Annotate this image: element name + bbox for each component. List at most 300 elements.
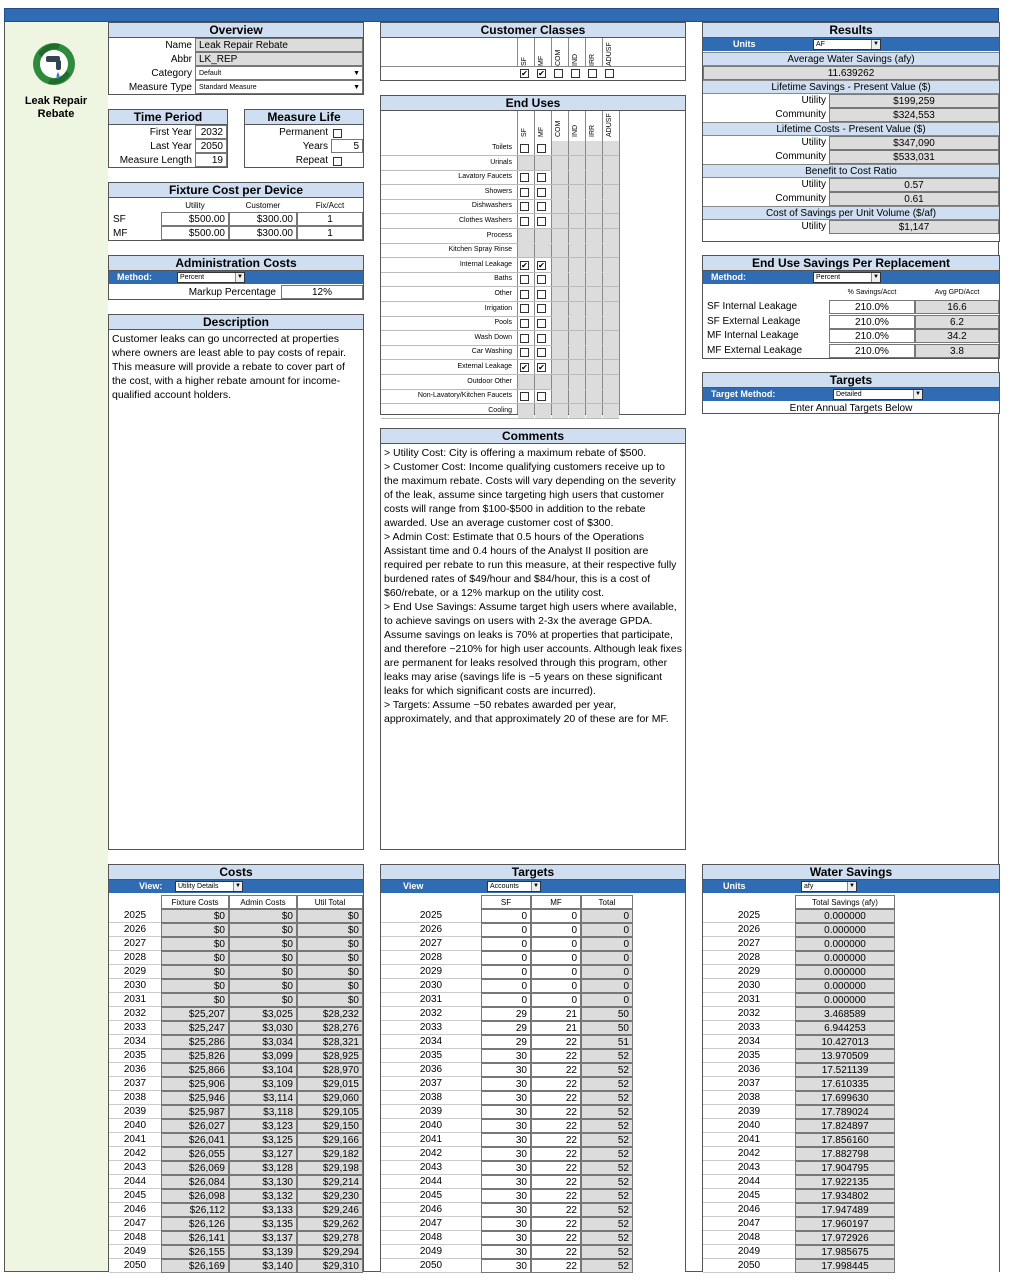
end-use-checkbox[interactable] [537,319,546,328]
results-section-title: Benefit to Cost Ratio [703,164,999,178]
eu-gray-cell [603,316,619,330]
water-cell: 0.000000 [795,923,895,937]
customer-class-checkbox-adusf[interactable] [605,69,614,78]
year-label: 2043 [109,1161,161,1175]
year-label: 2042 [703,1147,795,1161]
water-cell: 17.521139 [795,1063,895,1077]
permanent-checkbox[interactable] [333,129,342,138]
cost-cell: $25,906 [161,1077,229,1091]
end-use-checkbox[interactable] [537,275,546,284]
target-cell[interactable]: 30 [481,1231,531,1245]
eusr-row-label: SF Internal Leakage [707,301,798,312]
target-cell[interactable]: 22 [531,1217,581,1231]
years-label: Years [302,141,328,152]
eu-gray-cell [586,287,602,301]
results-value: $324,553 [829,108,999,122]
results-value: 11.639262 [703,66,999,80]
end-use-checkbox[interactable] [537,217,546,226]
eu-gray-cell [552,287,568,301]
eu-gray-cell [552,389,568,403]
targets-method-panel [702,372,1000,414]
year-label: 2048 [109,1231,161,1245]
target-method-select[interactable] [833,389,923,400]
cost-cell: $29,060 [297,1091,363,1105]
time-period-panel [108,109,228,168]
eu-gray-cell [586,141,602,155]
end-use-checkbox[interactable] [537,202,546,211]
markup-field[interactable]: 12% [281,285,363,299]
fixture-sf-customer[interactable]: $300.00 [229,212,297,226]
eusr-pct-field[interactable]: 210.0% [829,315,915,329]
cc-col-label: MF [538,55,545,66]
eu-col-label: SF [521,128,528,137]
target-cell[interactable]: 30 [481,1091,531,1105]
first-year-field[interactable]: 2032 [195,125,227,139]
end-use-label: Irrigation [484,304,512,312]
end-use-label: Dishwashers [471,202,512,210]
eu-gray-cell [586,345,602,359]
description-panel [108,314,364,850]
target-cell[interactable]: 22 [531,1077,581,1091]
end-use-checkbox[interactable] [520,334,529,343]
eu-gray-cell [569,389,585,403]
year-label: 2037 [109,1077,161,1091]
end-use-label: Non-Lavatory/Kitchen Faucets [417,392,512,400]
results-units-select[interactable] [813,39,881,50]
measure-type-select[interactable] [195,80,363,94]
eu-col-line [619,111,620,414]
cc-col [551,38,568,66]
target-cell: 52 [581,1049,633,1063]
category-select[interactable] [195,66,363,80]
target-cell: 52 [581,1231,633,1245]
end-use-checkbox[interactable] [537,290,546,299]
end-use-checkbox[interactable] [520,392,529,401]
end-uses-panel [380,95,686,415]
target-cell[interactable]: 22 [531,1259,581,1273]
leak-repair-logo-icon [30,40,78,88]
target-cell[interactable]: 22 [531,1133,581,1147]
eu-cb-wrap [520,143,529,154]
cc-col-label: ADUSF [606,42,613,66]
target-cell[interactable]: 0 [481,937,531,951]
target-cell[interactable]: 30 [481,1133,531,1147]
end-use-checkbox[interactable] [537,144,546,153]
eu-gray-cell [552,243,568,257]
eu-gray-cell [586,170,602,184]
eusr-pct-field[interactable]: 210.0% [829,329,915,343]
eu-gray-cell [552,141,568,155]
target-cell[interactable]: 30 [481,1119,531,1133]
target-cell[interactable]: 29 [481,1007,531,1021]
target-cell[interactable]: 22 [531,1105,581,1119]
year-label: 2039 [703,1105,795,1119]
cost-cell: $0 [161,993,229,1007]
target-cell: 52 [581,1119,633,1133]
cost-cell: $0 [229,909,297,923]
target-cell[interactable]: 21 [531,1021,581,1035]
cost-cell: $3,099 [229,1049,297,1063]
cc-cb-wrap [588,68,597,79]
cc-cb-wrap [605,68,614,79]
name-field[interactable]: Leak Repair Rebate [195,38,363,52]
year-label: 2042 [381,1147,481,1161]
eusr-pct-field[interactable]: 210.0% [829,300,915,314]
end-use-checkbox[interactable]: ✔ [521,260,528,270]
eu-gray-cell [552,170,568,184]
end-use-checkbox[interactable]: ✔ [538,260,545,270]
customer-class-checkbox-irr[interactable] [588,69,597,78]
abbr-field[interactable]: LK_REP [195,52,363,66]
end-use-checkbox[interactable] [537,173,546,182]
target-cell[interactable]: 0 [531,993,581,1007]
target-cell[interactable]: 0 [531,965,581,979]
year-label: 2030 [703,979,795,993]
eusr-method-select[interactable] [813,272,881,283]
eu-gray-cell [535,229,551,243]
eu-gray-cell [552,345,568,359]
chevron-down-icon: ▼ [913,390,922,399]
end-use-label: Cooling [488,406,512,414]
target-cell[interactable]: 0 [481,993,531,1007]
target-cell: 52 [581,1077,633,1091]
year-label: 2032 [381,1007,481,1021]
water-cell: 17.610335 [795,1077,895,1091]
cost-cell: $28,970 [297,1063,363,1077]
target-cell[interactable]: 30 [481,1105,531,1119]
year-label: 2048 [381,1231,481,1245]
target-cell: 0 [581,965,633,979]
eu-cb-wrap [537,289,546,300]
eu-gray-cell [586,375,602,389]
target-cell[interactable]: 22 [531,1119,581,1133]
target-cell[interactable]: 22 [531,1035,581,1049]
eusr-gpd-value: 16.6 [915,300,999,314]
eu-gray-cell [569,316,585,330]
eu-gray-cell [569,331,585,345]
year-label: 2044 [381,1175,481,1189]
eu-cb-wrap [537,333,546,344]
target-cell[interactable]: 30 [481,1217,531,1231]
cost-cell: $29,198 [297,1161,363,1175]
app-title: Leak Repair Rebate [24,95,88,120]
markup-label: Markup Percentage [188,287,276,298]
cost-cell: $26,155 [161,1245,229,1259]
eu-cb-wrap [537,172,546,183]
target-cell[interactable]: 0 [481,923,531,937]
target-cell: 50 [581,1007,633,1021]
cost-cell: $3,132 [229,1189,297,1203]
cc-col-label: IRR [589,53,596,66]
eu-gray-cell [586,214,602,228]
comments-header: Comments [381,429,685,444]
target-cell[interactable]: 0 [531,937,581,951]
eusr-pct-field[interactable]: 210.0% [829,344,915,358]
cost-cell: $28,321 [297,1035,363,1049]
fixture-mf-utility[interactable]: $500.00 [161,226,229,240]
results-panel [702,22,1000,242]
repeat-label: Repeat [295,155,328,166]
admin-method-select[interactable] [177,272,245,283]
customer-class-checkbox-sf[interactable]: ✔ [521,68,528,78]
end-use-checkbox[interactable] [537,392,546,401]
comment-line: > Targets: Assume ~50 rebates awarded per year, approximately, and that approximately 20 of these are for MF. [384,699,669,725]
end-use-checkbox[interactable] [537,188,546,197]
target-cell[interactable]: 30 [481,1245,531,1259]
cc-cb-wrap [554,68,563,79]
eusr-method-value: Percent [816,274,841,281]
end-use-label: Kitchen Spray Rinse [448,246,512,254]
description-text[interactable]: Customer leaks can go uncorrected at properties where owners are least able to pay costs of repair. This measure will provide a rebate to cover part of the cost, with a higher rebate amount for income-qualified account holders. [112,333,347,401]
eu-cb-wrap [537,304,546,315]
end-use-checkbox[interactable] [520,217,529,226]
year-label: 2029 [703,965,795,979]
measure-life-panel [244,109,364,168]
category-label: Category [151,68,192,79]
water-units-select[interactable] [801,881,857,892]
results-label: Community [775,151,826,162]
comment-line: > End Use Savings: Assume target high users where available, to achieve savings on users with 2-3x the average GPDA. Assume savings on leaks is 70% at properties that participate, and therefore ~210% for high user accounts. Although leak fixes are permanent for leaks resolved through this program, other leaks may arise (savings life is ~5 years on these significant leaks for which significant costs are incurred). [384,601,682,697]
cost-cell: $0 [297,979,363,993]
target-cell[interactable]: 0 [531,923,581,937]
end-use-label: Car Washing [471,348,512,356]
eu-col-label: MF [538,126,545,137]
end-use-checkbox[interactable] [520,290,529,299]
targets-view-label: View [403,881,424,891]
costs-view-select[interactable] [175,881,243,892]
customer-class-checkbox-ind[interactable] [571,69,580,78]
year-label: 2043 [381,1161,481,1175]
end-use-checkbox[interactable] [537,348,546,357]
results-section-title: Lifetime Costs - Present Value ($) [703,122,999,136]
fixture-mf-fix[interactable]: 1 [297,226,363,240]
year-label: 2031 [381,993,481,1007]
year-label: 2047 [109,1217,161,1231]
year-label: 2048 [703,1231,795,1245]
target-cell[interactable]: 0 [531,979,581,993]
target-cell[interactable]: 30 [481,1161,531,1175]
water-cell: 17.960197 [795,1217,895,1231]
measure-life-header: Measure Life [245,110,363,125]
eu-gray-cell [569,345,585,359]
results-units-value: AF [816,41,825,48]
cost-cell: $26,084 [161,1175,229,1189]
end-use-checkbox[interactable] [520,319,529,328]
comment-line: > Admin Cost: Estimate that 0.5 hours of the Operations Assistant time and 0.4 hours of the Analyst II position are required per rebate to run this measure, at their respective fully burdened rates of $49/hour and $84/hour, this is a cost of $60/rebate, or a 12% markup on the utility cost. [384,531,677,599]
target-cell[interactable]: 0 [481,909,531,923]
target-cell[interactable]: 30 [481,1049,531,1063]
water-savings-panel [702,864,1000,1272]
year-label: 2029 [109,965,161,979]
year-label: 2035 [703,1049,795,1063]
target-cell[interactable]: 30 [481,1175,531,1189]
costs-header: Costs [109,865,363,880]
target-cell[interactable]: 30 [481,1077,531,1091]
year-label: 2030 [381,979,481,993]
target-cell[interactable]: 30 [481,1189,531,1203]
cost-cell: $3,130 [229,1175,297,1189]
cc-cb-wrap [537,68,546,79]
target-cell[interactable]: 30 [481,1259,531,1273]
year-label: 2038 [381,1091,481,1105]
target-cell[interactable]: 0 [481,965,531,979]
year-label: 2025 [703,909,795,923]
cost-cell: $0 [229,979,297,993]
results-value: $347,090 [829,136,999,150]
end-use-label: External Leakage [457,363,512,370]
fixture-sf-fix[interactable]: 1 [297,212,363,226]
end-use-checkbox[interactable] [520,144,529,153]
customer-classes-panel [380,22,686,81]
target-cell[interactable]: 22 [531,1231,581,1245]
target-cell[interactable]: 22 [531,1091,581,1105]
year-label: 2033 [703,1021,795,1035]
eu-gray-cell [518,156,534,170]
water-cell: 0.000000 [795,979,895,993]
target-cell: 0 [581,909,633,923]
target-cell[interactable]: 22 [531,1189,581,1203]
year-label: 2045 [109,1189,161,1203]
target-cell[interactable]: 21 [531,1007,581,1021]
measure-type-label: Measure Type [128,82,192,93]
eu-gray-cell [603,331,619,345]
repeat-checkbox[interactable] [333,157,342,166]
eusr-row-label: MF Internal Leakage [707,330,799,341]
chevron-down-icon: ▼ [235,273,244,282]
end-use-checkbox[interactable] [520,304,529,313]
cost-cell: $0 [229,951,297,965]
eu-col-label: ADUSF [606,113,613,137]
target-cell: 52 [581,1203,633,1217]
target-cell[interactable]: 30 [481,1147,531,1161]
cost-cell: $0 [161,951,229,965]
end-use-checkbox[interactable] [520,188,529,197]
water-cell: 17.985675 [795,1245,895,1259]
target-cell[interactable]: 30 [481,1063,531,1077]
eu-cb-wrap [537,362,546,373]
cost-cell: $0 [229,923,297,937]
target-cell[interactable]: 22 [531,1063,581,1077]
target-cell[interactable]: 29 [481,1021,531,1035]
year-label: 2046 [109,1203,161,1217]
target-cell[interactable]: 29 [481,1035,531,1049]
years-field[interactable]: 5 [331,139,363,153]
costs-view-bar [109,880,363,893]
eu-gray-cell [552,331,568,345]
year-label: 2035 [109,1049,161,1063]
cost-cell: $0 [297,937,363,951]
end-use-checkbox[interactable] [520,173,529,182]
year-label: 2030 [109,979,161,993]
end-use-label: Toilets [492,144,512,151]
cost-cell: $0 [229,993,297,1007]
target-cell[interactable]: 22 [531,1175,581,1189]
target-cell[interactable]: 22 [531,1147,581,1161]
eu-gray-cell [603,229,619,243]
eu-cb-wrap [520,318,529,329]
end-use-checkbox[interactable] [520,348,529,357]
eu-gray-cell [518,229,534,243]
cost-cell: $3,114 [229,1091,297,1105]
eu-gray-cell [569,199,585,213]
end-use-checkbox[interactable] [520,275,529,284]
year-label: 2039 [109,1105,161,1119]
target-cell[interactable]: 22 [531,1203,581,1217]
title-bar [4,8,999,22]
water-units-value: afy [804,883,814,890]
fixture-col-fix: Fix/Acct [315,201,345,210]
cost-cell: $28,925 [297,1049,363,1063]
fixture-sf-utility[interactable]: $500.00 [161,212,229,226]
eu-gray-cell [586,185,602,199]
eu-gray-cell [603,141,619,155]
customer-class-checkbox-mf[interactable]: ✔ [538,68,545,78]
water-cell: 17.824897 [795,1119,895,1133]
cost-cell: $29,150 [297,1119,363,1133]
water-cell: 0.000000 [795,965,895,979]
admin-method-value: Percent [180,274,205,281]
eu-gray-cell [552,214,568,228]
target-cell: 51 [581,1035,633,1049]
last-year-field[interactable]: 2050 [195,139,227,153]
results-section-title: Cost of Savings per Unit Volume ($/af) [703,206,999,220]
targets-view-select[interactable] [487,881,541,892]
cost-cell: $0 [297,993,363,1007]
end-use-checkbox[interactable] [537,334,546,343]
year-label: 2036 [109,1063,161,1077]
year-label: 2028 [109,951,161,965]
comment-line: > Customer Cost: Income qualifying customers receive up to the maximum rebate. Costs will vary depending on the severity of the leak, assume since targeting high users that customer costs will range from $100-$500 in addition to the rebate awarded. Use an average customer cost of $300. [384,461,676,529]
fixture-mf-customer[interactable]: $300.00 [229,226,297,240]
eu-gray-cell [569,258,585,272]
water-units-bar [703,880,999,893]
target-cell[interactable]: 22 [531,1161,581,1175]
eu-gray-cell [603,302,619,316]
eu-gray-cell [586,389,602,403]
target-cell[interactable]: 0 [481,979,531,993]
cc-col [585,38,602,66]
end-use-checkbox[interactable] [537,304,546,313]
cc-col [517,38,534,66]
cost-cell: $3,123 [229,1119,297,1133]
description-header: Description [109,315,363,330]
target-cell[interactable]: 22 [531,1245,581,1259]
year-label: 2027 [381,937,481,951]
customer-class-checkbox-com[interactable] [554,69,563,78]
end-use-checkbox[interactable] [520,202,529,211]
cost-cell: $0 [297,951,363,965]
eu-cb-wrap [537,216,546,227]
comments-text[interactable] [381,444,685,728]
end-use-checkbox[interactable]: ✔ [538,362,545,372]
target-cell[interactable]: 0 [531,951,581,965]
water-cell: 17.922135 [795,1175,895,1189]
target-cell[interactable]: 30 [481,1203,531,1217]
cost-cell: $29,015 [297,1077,363,1091]
target-cell[interactable]: 0 [531,909,581,923]
eu-cb-wrap [520,347,529,358]
measure-type-value: Standard Measure [199,84,257,91]
eu-gray-cell [518,243,534,257]
end-use-checkbox[interactable]: ✔ [521,362,528,372]
target-cell[interactable]: 0 [481,951,531,965]
eu-gray-cell [603,287,619,301]
year-label: 2032 [109,1007,161,1021]
target-cell[interactable]: 22 [531,1049,581,1063]
cost-cell: $29,182 [297,1147,363,1161]
year-label: 2044 [109,1175,161,1189]
cost-cell: $3,139 [229,1245,297,1259]
